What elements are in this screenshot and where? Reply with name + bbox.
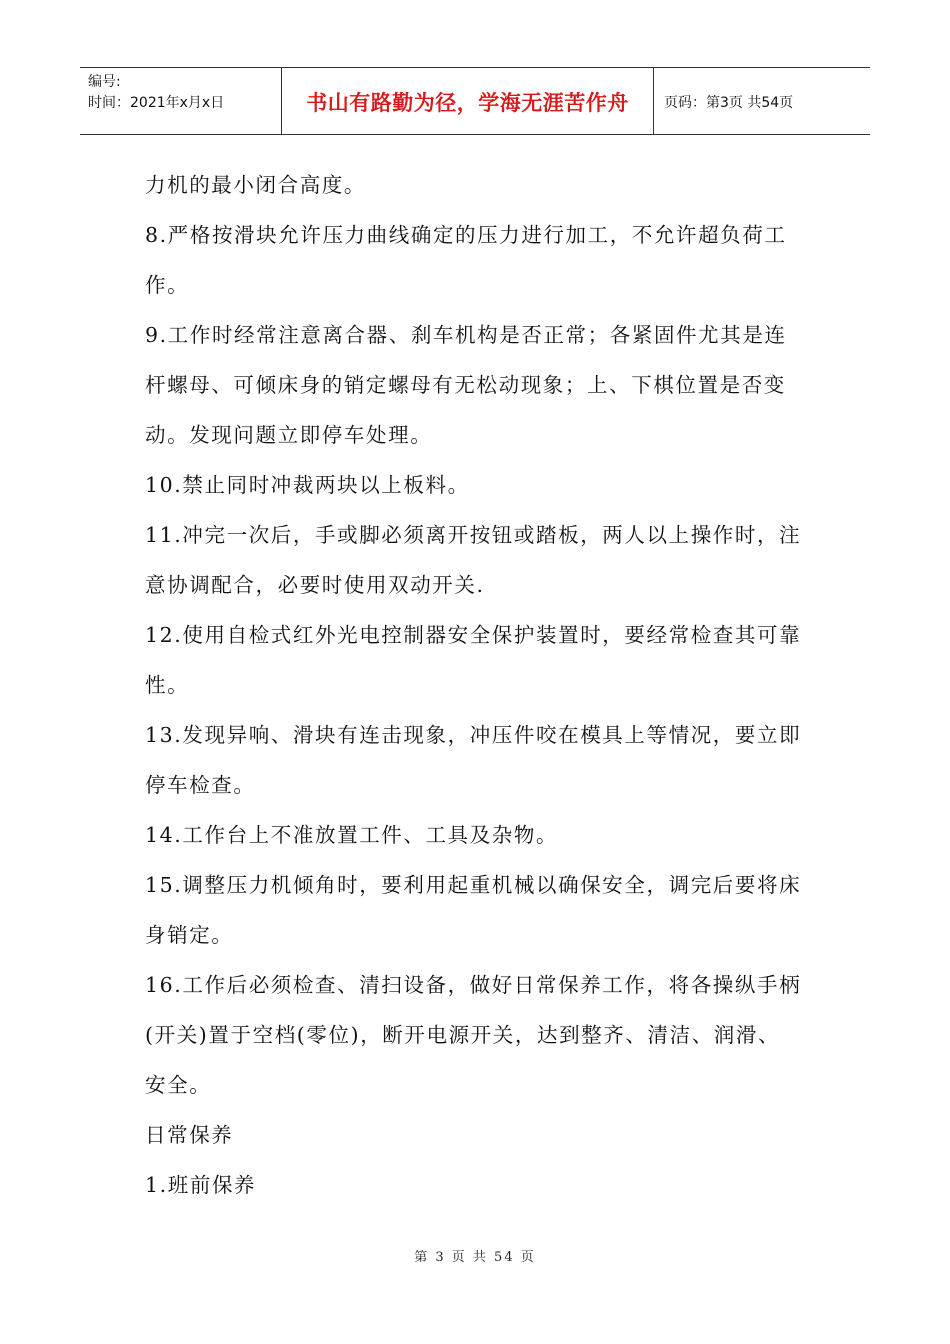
document-body <box>145 160 810 1210</box>
body-line: 安全。 <box>145 1073 212 1097</box>
document-code-label: 编号: <box>88 74 121 90</box>
subsection-heading: 1.班前保养 <box>145 1173 257 1197</box>
body-line: 8.严格按滑块允许压力曲线确定的压力进行加工，不允许超负荷工 <box>145 223 787 247</box>
body-line: 身销定。 <box>145 923 234 947</box>
body-line: 11.冲完一次后，手或脚必须离开按钮或踏板，两人以上操作时，注 <box>145 523 802 547</box>
body-line: 13.发现异响、滑块有连击现象，冲压件咬在模具上等情况，要立即 <box>145 723 802 747</box>
body-line: 停车检查。 <box>145 773 256 797</box>
body-line: 动。发现问题立即停车处理。 <box>145 423 433 447</box>
body-line: 15.调整压力机倾角时，要利用起重机械以确保安全，调完后要将床 <box>145 873 802 897</box>
body-line: 力机的最小闭合高度。 <box>145 173 366 197</box>
body-line: 意协调配合，必要时使用双动开关. <box>145 573 485 597</box>
body-line: 16.工作后必须检查、清扫设备，做好日常保养工作，将各操纵手柄 <box>145 973 802 997</box>
header-motto: 书山有路勤为径，学海无涯苦作舟 <box>306 91 629 115</box>
body-line: 14.工作台上不准放置工件、工具及杂物。 <box>145 823 559 847</box>
body-line: 性。 <box>145 673 190 697</box>
body-line: (开关)置于空档(零位)，断开电源开关，达到整齐、清洁、润滑、 <box>145 1023 781 1047</box>
page-footer <box>0 1246 950 1265</box>
document-date: 时间：2021年x月x日 <box>88 95 225 111</box>
header-meta <box>80 68 282 134</box>
header-motto-cell <box>282 68 654 134</box>
body-line: 作。 <box>145 273 190 297</box>
body-line: 9.工作时经常注意离合器、刹车机构是否正常；各紧固件尤其是连 <box>145 323 787 347</box>
body-line: 12.使用自检式红外光电控制器安全保护装置时，要经常检查其可靠 <box>145 623 802 647</box>
header-page-info-cell <box>654 68 870 134</box>
body-line: 10.禁止同时冲裁两块以上板料。 <box>145 473 470 497</box>
section-heading: 日常保养 <box>145 1123 234 1147</box>
page-header <box>80 67 870 135</box>
body-line: 杆螺母、可倾床身的销定螺母有无松动现象；上、下棋位置是否变 <box>145 373 786 397</box>
footer-page-number: 第 3 页 共 54 页 <box>414 1250 536 1265</box>
header-page-info: 页码：第3页 共54页 <box>664 95 794 111</box>
